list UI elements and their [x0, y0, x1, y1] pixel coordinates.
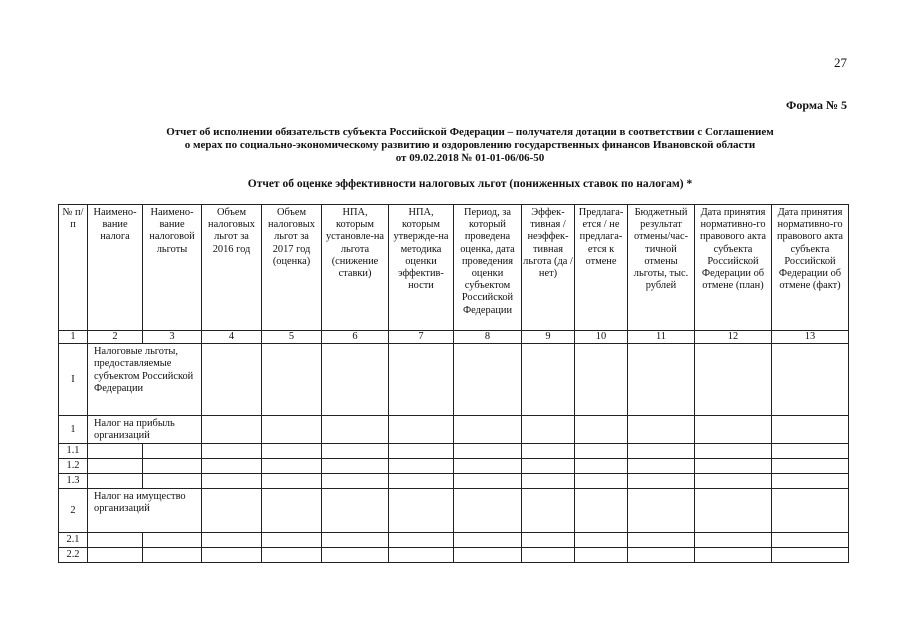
header-cell: Объем налоговых льгот за 2017 год (оценка) [262, 205, 322, 331]
table-cell [143, 459, 202, 474]
table-cell [454, 459, 522, 474]
table-cell [262, 459, 322, 474]
table-cell [389, 489, 454, 533]
report-title-line-3: от 09.02.2018 № 01-01-06/06-50 [395, 152, 545, 164]
table-cell [575, 416, 628, 444]
table-cell [202, 459, 262, 474]
table-cell [695, 474, 772, 489]
table-cell [454, 416, 522, 444]
header-cell: Дата принятия нормативно-го правового акта субъекта Российской Федерации об отмене (факт) [772, 205, 849, 331]
table-cell [202, 474, 262, 489]
row-name [88, 444, 143, 459]
row-name: Налог на имущество организаций [88, 489, 202, 533]
column-number: 12 [695, 331, 772, 344]
header-cell: НПА, которым установле-на льгота (снижение ставки) [322, 205, 389, 331]
row-name: Налоговые льготы, предоставляемые субъектом Российской Федерации [88, 344, 202, 416]
table-cell [522, 489, 575, 533]
table-cell [575, 459, 628, 474]
table-cell [143, 548, 202, 563]
table-cell [454, 444, 522, 459]
row-number: 1.1 [59, 444, 88, 459]
table-title: Отчет об оценке эффективности налоговых льгот (пониженных ставок по налогам) * [247, 178, 693, 190]
row-number: 2 [59, 489, 88, 533]
header-cell: Эффек-тивная / неэффек-тивная льгота (да /нет) [522, 205, 575, 331]
row-number: I [59, 344, 88, 416]
header-cell: Наимено-вание налоговой льготы [143, 205, 202, 331]
report-title-line-1: Отчет об исполнении обязательств субъекта Российской Федерации – получателя дотации в соответствии с Соглашением [166, 126, 774, 138]
column-number: 10 [575, 331, 628, 344]
table-cell [322, 444, 389, 459]
table-cell [262, 444, 322, 459]
table-cell [262, 416, 322, 444]
column-number: 5 [262, 331, 322, 344]
table-cell [628, 474, 695, 489]
column-number: 13 [772, 331, 849, 344]
table-cell [389, 533, 454, 548]
table-cell [454, 474, 522, 489]
row-number: 2.1 [59, 533, 88, 548]
table-cell [628, 489, 695, 533]
table-cell [202, 489, 262, 533]
table-cell [695, 344, 772, 416]
table-cell [772, 344, 849, 416]
column-number: 2 [88, 331, 143, 344]
table-cell [322, 489, 389, 533]
row-number: 2.2 [59, 548, 88, 563]
table-cell [143, 533, 202, 548]
header-cell: Предлага-ется / не предлага-ется к отмене [575, 205, 628, 331]
table-cell [389, 548, 454, 563]
table-cell [695, 533, 772, 548]
table-cell [262, 474, 322, 489]
table-cell [322, 459, 389, 474]
table-cell [522, 459, 575, 474]
table-cell [522, 548, 575, 563]
tax-benefits-table [58, 204, 849, 563]
header-cell: Наимено-вание налога [88, 205, 143, 331]
table-cell [389, 474, 454, 489]
table-cell [695, 444, 772, 459]
report-title-line-2: о мерах по социально-экономическому развитию и оздоровлению государственных финансов Ивановской области [184, 139, 756, 151]
table-cell [695, 548, 772, 563]
table-cell [454, 548, 522, 563]
table-cell [522, 444, 575, 459]
row-name [88, 459, 143, 474]
header-cell: НПА, которым утвержде-на методика оценки эффектив-ности [389, 205, 454, 331]
table-row [59, 548, 849, 563]
report-title [90, 126, 850, 165]
table-cell [262, 344, 322, 416]
page-number: 27 [834, 55, 847, 70]
table-cell [695, 489, 772, 533]
table-cell [454, 533, 522, 548]
table-cell [772, 444, 849, 459]
row-number: 1.2 [59, 459, 88, 474]
table-cell [322, 416, 389, 444]
row-number: 1 [59, 416, 88, 444]
table-cell [575, 474, 628, 489]
table-cell [262, 548, 322, 563]
header-cell: № п/п [59, 205, 88, 331]
table-cell [454, 489, 522, 533]
table-cell [522, 416, 575, 444]
table-cell [202, 416, 262, 444]
table-header-row [59, 205, 849, 331]
table-row [59, 459, 849, 474]
table-cell [454, 344, 522, 416]
table-cell [389, 444, 454, 459]
table-cell [575, 489, 628, 533]
header-cell: Период, за который проведена оценка, дата проведения оценки субъектом Российской Федерации [454, 205, 522, 331]
table-cell [772, 489, 849, 533]
table-cell [202, 444, 262, 459]
table-cell [143, 444, 202, 459]
table-cell [389, 459, 454, 474]
table-cell [772, 416, 849, 444]
table-cell [522, 533, 575, 548]
table-cell [522, 474, 575, 489]
table-cell [322, 548, 389, 563]
table-cell [202, 548, 262, 563]
table-cell [575, 533, 628, 548]
table-row [59, 344, 849, 416]
table-cell [628, 459, 695, 474]
column-number: 1 [59, 331, 88, 344]
table-cell [772, 548, 849, 563]
column-number: 6 [322, 331, 389, 344]
row-name: Налог на прибыль организаций [88, 416, 202, 444]
column-number: 4 [202, 331, 262, 344]
column-numbers-row [59, 331, 849, 344]
table-cell [522, 344, 575, 416]
table-cell [695, 416, 772, 444]
table-cell [143, 474, 202, 489]
table-cell [389, 416, 454, 444]
table-row [59, 444, 849, 459]
table-row [59, 474, 849, 489]
table-cell [202, 533, 262, 548]
row-name [88, 474, 143, 489]
table-cell [695, 459, 772, 474]
header-cell: Объем налоговых льгот за 2016 год [202, 205, 262, 331]
column-number: 8 [454, 331, 522, 344]
header-cell: Бюджетный результат отмены/час-тичной отмены льготы, тыс. рублей [628, 205, 695, 331]
header-cell: Дата принятия нормативно-го правового акта субъекта Российской Федерации об отмене (план) [695, 205, 772, 331]
row-name [88, 548, 143, 563]
table-row [59, 489, 849, 533]
table-cell [202, 344, 262, 416]
table-cell [262, 533, 322, 548]
table-cell [628, 416, 695, 444]
table-cell [628, 444, 695, 459]
table-cell [772, 474, 849, 489]
table-cell [322, 344, 389, 416]
table-cell [575, 548, 628, 563]
table-cell [322, 474, 389, 489]
table-cell [772, 459, 849, 474]
column-number: 9 [522, 331, 575, 344]
row-name [88, 533, 143, 548]
table-cell [575, 444, 628, 459]
table-cell [262, 489, 322, 533]
table-cell [322, 533, 389, 548]
table-cell [628, 533, 695, 548]
form-number: Форма № 5 [786, 98, 847, 112]
column-number: 11 [628, 331, 695, 344]
table-cell [628, 344, 695, 416]
table-row [59, 533, 849, 548]
table-cell [575, 344, 628, 416]
row-number: 1.3 [59, 474, 88, 489]
table-cell [389, 344, 454, 416]
table-cell [628, 548, 695, 563]
table-row [59, 416, 849, 444]
column-number: 7 [389, 331, 454, 344]
column-number: 3 [143, 331, 202, 344]
table-cell [772, 533, 849, 548]
